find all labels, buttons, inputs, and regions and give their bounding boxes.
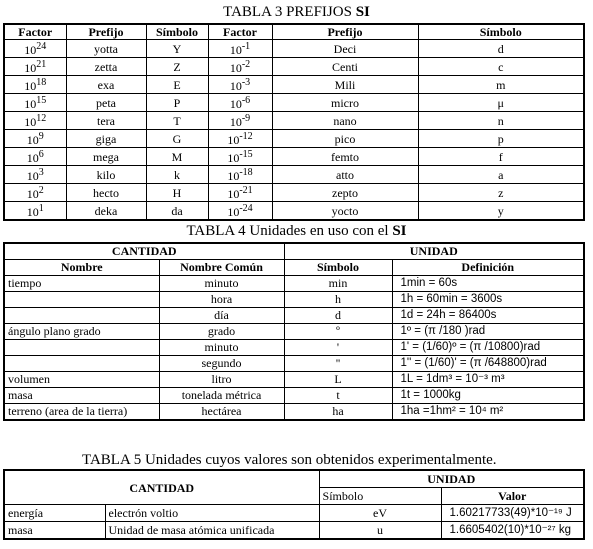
prefijo-cell: nano (272, 112, 418, 130)
prefijo-cell: mega (66, 148, 146, 166)
table-row (4, 404, 584, 421)
tabla4-header: Nombre (4, 260, 159, 276)
factor-base: 10 (227, 133, 240, 147)
simbolo-cell: P (146, 94, 208, 112)
factor-base: 10 (227, 169, 240, 183)
tabla4-header: Nombre Común (159, 260, 284, 276)
table-row (4, 40, 584, 58)
factor-cell (4, 58, 66, 76)
prefijo-cell: yotta (66, 40, 146, 58)
simbolo-cell: k (146, 166, 208, 184)
table-row (4, 276, 584, 292)
factor-base: 10 (227, 187, 240, 201)
factor-exponent: 12 (36, 113, 47, 124)
prefijo-cell: deka (66, 202, 146, 221)
simbolo-cell: T (146, 112, 208, 130)
factor-exponent: 15 (36, 95, 47, 106)
factor-exponent: 18 (36, 77, 47, 88)
nombre-comun-cell: minuto (159, 340, 284, 356)
table-row (4, 292, 584, 308)
tabla5-group-cantidad: CANTIDAD (4, 470, 319, 505)
prefijo-cell: micro (272, 94, 418, 112)
prefijo-cell: zepto (272, 184, 418, 202)
factor-cell (4, 94, 66, 112)
tabla4-title (0, 223, 593, 240)
prefijo-cell: exa (66, 76, 146, 94)
simbolo-cell: eV (319, 505, 441, 522)
factor-cell (208, 130, 272, 148)
definicion-cell: 1' = (1/60)º = (π /10800)rad (392, 340, 584, 356)
factor-cell (4, 40, 66, 58)
factor-base: 10 (24, 115, 37, 129)
nombre-comun-cell: segundo (159, 356, 284, 372)
prefijo-cell: peta (66, 94, 146, 112)
factor-exponent: 1 (38, 203, 44, 214)
nombre-comun-cell: grado (159, 324, 284, 340)
factor-exponent: 24 (36, 41, 47, 52)
tabla3-header: Factor (208, 24, 272, 40)
tabla4-title-text: TABLA 4 Unidades en uso con el (186, 223, 393, 239)
tabla4-group-row (4, 243, 584, 260)
factor-cell (208, 94, 272, 112)
factor-exponent: 2 (38, 185, 44, 196)
cantidad-cell: masa (4, 522, 105, 540)
table-row (4, 340, 584, 356)
simbolo-cell: p (418, 130, 584, 148)
tabla4-group-unidad: UNIDAD (284, 243, 584, 260)
factor-exponent: 9 (38, 131, 44, 142)
nombre-unidad-cell: Unidad de masa atómica unificada (105, 522, 319, 540)
factor-base: 10 (229, 79, 242, 93)
table-row (4, 324, 584, 340)
table-row (4, 184, 584, 202)
tabla3-prefijos (3, 23, 585, 221)
factor-exponent: -2 (241, 59, 251, 70)
factor-cell (208, 58, 272, 76)
factor-base: 10 (229, 61, 242, 75)
tabla3-title (0, 4, 593, 21)
factor-exponent: -24 (239, 203, 253, 214)
factor-base: 10 (229, 43, 242, 57)
factor-exponent: -18 (239, 167, 253, 178)
simbolo-cell: G (146, 130, 208, 148)
table-row (4, 166, 584, 184)
factor-cell (208, 40, 272, 58)
factor-cell (4, 202, 66, 221)
simbolo-cell: f (418, 148, 584, 166)
factor-base: 10 (24, 61, 37, 75)
valor-cell: 1.6605402(10)*10⁻²⁷ kg (441, 522, 584, 540)
factor-base: 10 (26, 169, 39, 183)
prefijo-cell: atto (272, 166, 418, 184)
factor-exponent: 21 (36, 59, 47, 70)
factor-exponent: -12 (239, 131, 253, 142)
cantidad-cell: energía (4, 505, 105, 522)
simbolo-cell: E (146, 76, 208, 94)
simbolo-cell: y (418, 202, 584, 221)
definicion-cell: 1t = 1000kg (392, 388, 584, 404)
nombre-comun-cell: minuto (159, 276, 284, 292)
factor-base: 10 (24, 43, 37, 57)
definicion-cell: 1'' = (1/60)' = (π /648800)rad (392, 356, 584, 372)
factor-cell (208, 184, 272, 202)
factor-base: 10 (26, 187, 39, 201)
simbolo-cell: a (418, 166, 584, 184)
factor-base: 10 (229, 115, 242, 129)
prefijo-cell: tera (66, 112, 146, 130)
nombre-cell: tiempo (4, 276, 159, 292)
nombre-cell: volumen (4, 372, 159, 388)
factor-exponent: -3 (241, 77, 251, 88)
tabla3-header: Prefijo (272, 24, 418, 40)
nombre-comun-cell: hectárea (159, 404, 284, 421)
nombre-comun-cell: hora (159, 292, 284, 308)
simbolo-cell: ha (284, 404, 392, 421)
simbolo-cell: º (284, 324, 392, 340)
nombre-cell (4, 356, 159, 372)
definicion-cell: 1d = 24h = 86400s (392, 308, 584, 324)
simbolo-cell: min (284, 276, 392, 292)
simbolo-cell: n (418, 112, 584, 130)
nombre-comun-cell: tonelada métrica (159, 388, 284, 404)
table-row (4, 308, 584, 324)
prefijo-cell: zetta (66, 58, 146, 76)
definicion-cell: 1min = 60s (392, 276, 584, 292)
tabla3-title-bold: SI (355, 4, 370, 20)
factor-exponent: -1 (241, 41, 251, 52)
prefijo-cell: yocto (272, 202, 418, 221)
simbolo-cell: ' (284, 340, 392, 356)
nombre-comun-cell: día (159, 308, 284, 324)
factor-exponent: -9 (241, 113, 251, 124)
nombre-unidad-cell: electrón voltio (105, 505, 319, 522)
tabla5-subheader-simbolo: Símbolo (319, 488, 441, 505)
tabla5-experimentales (3, 469, 585, 540)
table-row (4, 356, 584, 372)
factor-cell (4, 184, 66, 202)
factor-cell (4, 76, 66, 94)
definicion-cell: 1º = (π /180 )rad (392, 324, 584, 340)
factor-exponent: -6 (241, 95, 251, 106)
tabla4-body (4, 276, 584, 421)
factor-base: 10 (227, 205, 240, 219)
simbolo-cell: L (284, 372, 392, 388)
tabla3-body (4, 40, 584, 221)
prefijo-cell: Mili (272, 76, 418, 94)
factor-cell (208, 148, 272, 166)
prefijo-cell: kilo (66, 166, 146, 184)
nombre-cell: terreno (area de la tierra) (4, 404, 159, 421)
table-row (4, 148, 584, 166)
tabla5-group-unidad: UNIDAD (319, 470, 584, 488)
table-row (4, 130, 584, 148)
prefijo-cell: Centi (272, 58, 418, 76)
factor-base: 10 (26, 133, 39, 147)
factor-cell (4, 166, 66, 184)
table-row (4, 94, 584, 112)
tabla5-title: TABLA 5 Unidades cuyos valores son obtenidos experimentalmente. (82, 452, 497, 468)
table-row (4, 76, 584, 94)
simbolo-cell: da (146, 202, 208, 221)
nombre-cell (4, 340, 159, 356)
prefijo-cell: giga (66, 130, 146, 148)
simbolo-cell: M (146, 148, 208, 166)
factor-cell (4, 112, 66, 130)
tabla3-header-row (4, 24, 584, 40)
factor-base: 10 (26, 205, 39, 219)
simbolo-cell: Z (146, 58, 208, 76)
table-row (4, 372, 584, 388)
prefijo-cell: femto (272, 148, 418, 166)
valor-cell: 1.60217733(49)*10⁻¹⁹ J (441, 505, 584, 522)
tabla3-header: Símbolo (146, 24, 208, 40)
tabla4-header: Símbolo (284, 260, 392, 276)
factor-exponent: 6 (38, 149, 44, 160)
tabla3-header: Prefijo (66, 24, 146, 40)
factor-cell (208, 202, 272, 221)
table-row (4, 505, 584, 522)
factor-base: 10 (227, 151, 240, 165)
factor-exponent: -21 (239, 185, 253, 196)
nombre-cell (4, 292, 159, 308)
table-row (4, 112, 584, 130)
simbolo-cell: c (418, 58, 584, 76)
tabla3-header: Factor (4, 24, 66, 40)
table-row (4, 202, 584, 221)
tabla4-group-cantidad: CANTIDAD (4, 243, 284, 260)
table-row (4, 388, 584, 404)
tabla5-body (4, 505, 584, 540)
factor-exponent: 3 (38, 167, 44, 178)
factor-exponent: -15 (239, 149, 253, 160)
table-row (4, 58, 584, 76)
tabla3-title-text: TABLA 3 PREFIJOS (223, 4, 356, 20)
simbolo-cell: h (284, 292, 392, 308)
factor-cell (208, 76, 272, 94)
tabla4-unidades (3, 242, 585, 421)
factor-cell (4, 130, 66, 148)
tabla4-header-row (4, 260, 584, 276)
prefijo-cell: Deci (272, 40, 418, 58)
simbolo-cell: u (319, 522, 441, 540)
factor-base: 10 (26, 151, 39, 165)
factor-cell (208, 166, 272, 184)
simbolo-cell: H (146, 184, 208, 202)
factor-base: 10 (229, 97, 242, 111)
nombre-comun-cell: litro (159, 372, 284, 388)
factor-cell (4, 148, 66, 166)
nombre-cell: masa (4, 388, 159, 404)
prefijo-cell: hecto (66, 184, 146, 202)
factor-base: 10 (24, 97, 37, 111)
simbolo-cell: d (418, 40, 584, 58)
factor-cell (208, 112, 272, 130)
definicion-cell: 1h = 60min = 3600s (392, 292, 584, 308)
simbolo-cell: '' (284, 356, 392, 372)
simbolo-cell: z (418, 184, 584, 202)
tabla3-header: Símbolo (418, 24, 584, 40)
factor-base: 10 (24, 79, 37, 93)
table-row (4, 522, 584, 540)
tabla5-group-row (4, 470, 584, 488)
tabla4-header: Definición (392, 260, 584, 276)
definicion-cell: 1L = 1dm³ = 10⁻³ m³ (392, 372, 584, 388)
simbolo-cell: μ (418, 94, 584, 112)
definicion-cell: 1ha =1hm² = 10⁴ m² (392, 404, 584, 421)
simbolo-cell: d (284, 308, 392, 324)
tabla5-subheader-valor: Valor (441, 488, 584, 505)
prefijo-cell: pico (272, 130, 418, 148)
nombre-cell (4, 308, 159, 324)
simbolo-cell: t (284, 388, 392, 404)
tabla4-title-bold: SI (392, 223, 407, 239)
nombre-cell: ángulo plano grado (4, 324, 159, 340)
simbolo-cell: Y (146, 40, 208, 58)
simbolo-cell: m (418, 76, 584, 94)
